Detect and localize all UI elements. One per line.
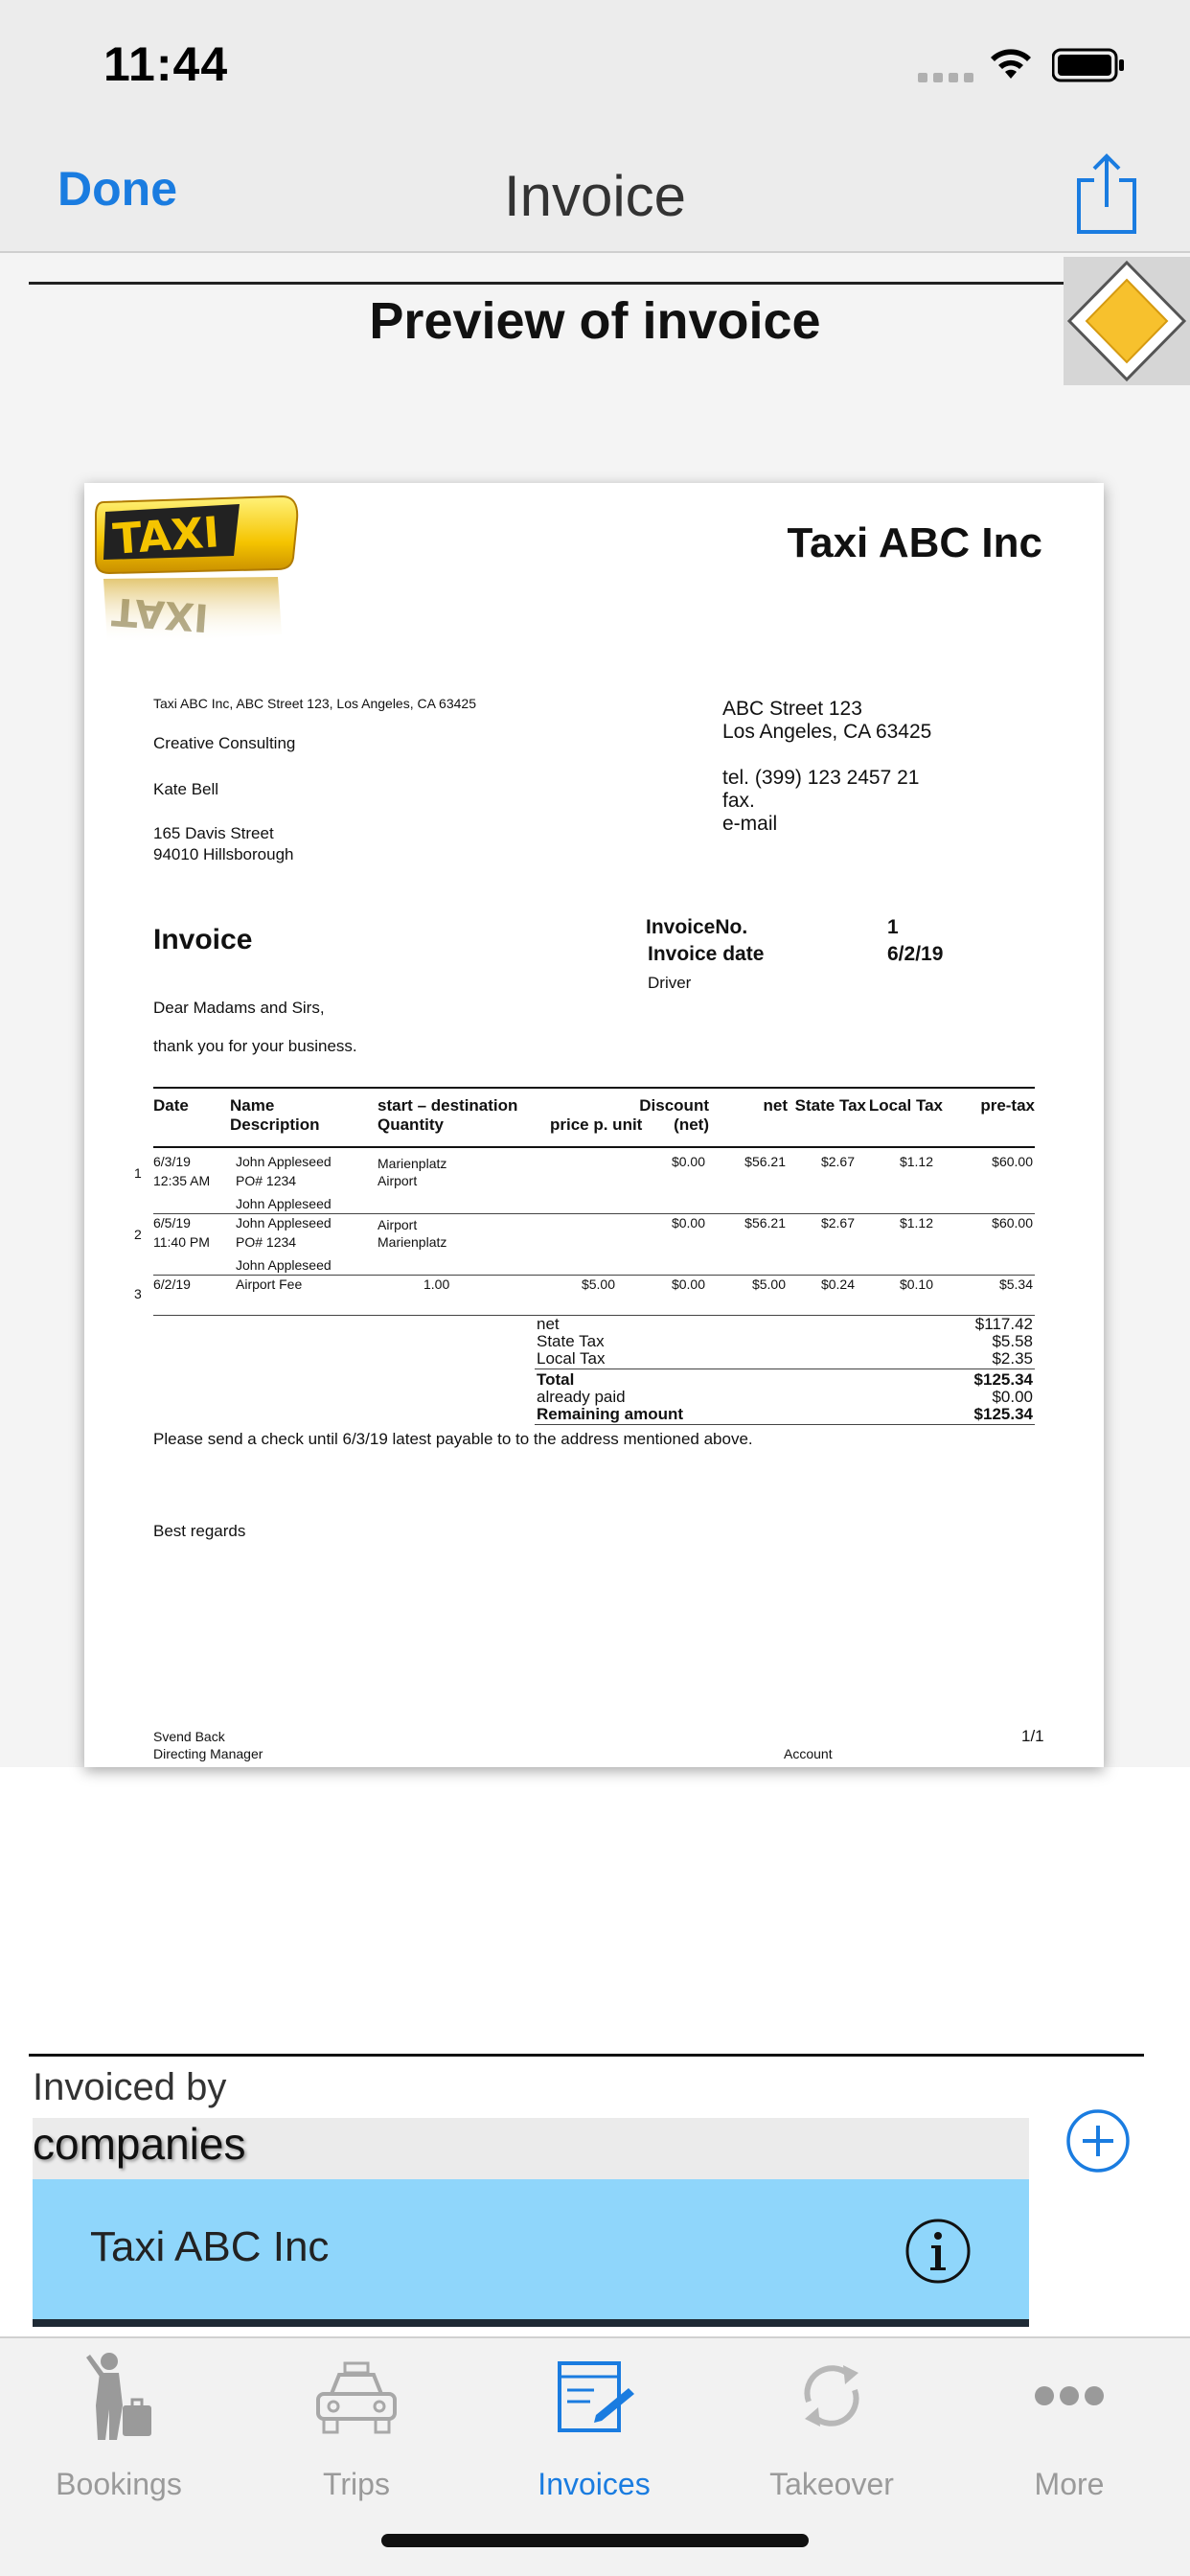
- account-label: Account: [784, 1746, 833, 1761]
- regards-text: Best regards: [153, 1522, 246, 1540]
- companies-header: [33, 2118, 1029, 2179]
- tab-label: More: [1034, 2467, 1105, 2501]
- company-phone: tel. (399) 123 2457 21: [722, 767, 920, 789]
- signer-title: Directing Manager: [153, 1746, 263, 1761]
- col-start-destination: start – destination: [378, 1096, 518, 1115]
- col-net: net: [763, 1096, 788, 1115]
- invoiced-by-label: Invoiced by: [33, 2066, 227, 2108]
- page-counter: 1/1: [1021, 1727, 1044, 1745]
- tab-label: Takeover: [769, 2467, 894, 2501]
- recipient-city: 94010 Hillsborough: [153, 845, 294, 863]
- logo-text: TAXI: [111, 508, 221, 564]
- taxi-logo: [90, 491, 301, 654]
- navigation-bar: [0, 134, 1190, 253]
- tab-label: Invoices: [538, 2467, 651, 2501]
- invoice-document-icon: [548, 2348, 640, 2444]
- recipient-company: Creative Consulting: [153, 734, 296, 752]
- invoice-no: 1: [887, 916, 899, 938]
- invoice-date: 6/2/19: [887, 943, 944, 965]
- tab-more[interactable]: [950, 2348, 1188, 2501]
- invoice-heading: Invoice: [153, 924, 253, 955]
- svg-text:TAXI: TAXI: [110, 588, 211, 640]
- wifi-icon: [987, 44, 1035, 80]
- table-top-rule: [153, 1087, 1035, 1089]
- more-dots-icon: [1023, 2348, 1115, 2444]
- priority-sign-button[interactable]: [1064, 257, 1190, 385]
- company-fax: fax.: [722, 790, 755, 812]
- invoice-page: TAXI TAXI Taxi ABC Inc Taxi ABC Inc, ABC Street 123, Los Angeles, CA 63425 Creative Consulting Kate Bell 165 Davis Street 94010 Hillsborough ABC Street 123 Los Angeles, CA 63425 tel. (399) 123 2457 21 fax. e-mail Invoice InvoiceNo. 1 Invoice date 6/2/19 Driver Dear Madams and Sirs, thank you for your business. Date Name Description start – destination Quantity price p. unit Discount (net) net State Tax Local Tax pre-tax 1 6/3/19 12:35 AM John Appleseed PO# 1234 John Appleseed Marienplatz Airport $0.00 $56.21 $2.67 $1.12 $60.00 2 6/5/19 11:40 PM John Appleseed PO# 1234 John Appleseed Airport Marienplatz $0.00 $56.21 $2.67 $1.12 $60.00 3 6/2/19 Airport Fee 1.00 $5.00 $0.00 $5.00 $0.24 $0.10 $5.34 net $117.42 State Tax $5.58 Local Tax $2.35 Total $125.34 already paid $0.00 Remaining amount $125.34 Please send a check until 6/3/19 latest payable to to the address mentioned above. Best regards Svend Back Directing Manager Account 1/1: [84, 483, 1104, 1767]
- col-discount-net: (net): [674, 1116, 709, 1134]
- companies-section-title: companies: [33, 2119, 246, 2169]
- col-name: Name: [230, 1096, 275, 1115]
- list-item[interactable]: [33, 2179, 1029, 2327]
- col-discount: Discount: [639, 1096, 709, 1115]
- greeting: Dear Madams and Sirs,: [153, 999, 325, 1017]
- company-street: ABC Street 123: [722, 698, 862, 720]
- tab-label: Bookings: [56, 2467, 182, 2501]
- bookings-person-icon: [80, 2348, 157, 2444]
- col-price-unit: price p. unit: [550, 1116, 643, 1134]
- cellular-signal-icon: [918, 71, 973, 84]
- recipient-street: 165 Davis Street: [153, 824, 274, 842]
- home-indicator[interactable]: [381, 2534, 809, 2547]
- tab-trips[interactable]: [238, 2348, 475, 2501]
- tab-label: Trips: [323, 2467, 390, 2501]
- taxi-car-icon: [310, 2348, 402, 2444]
- invoice-no-label: InvoiceNo.: [646, 916, 748, 938]
- driver-label: Driver: [648, 974, 692, 992]
- row-divider: [153, 1275, 1035, 1276]
- divider: [29, 2054, 1144, 2057]
- add-company-button[interactable]: [1065, 2108, 1131, 2174]
- share-icon[interactable]: [1073, 151, 1140, 236]
- company-row-label: Taxi ABC Inc: [90, 2223, 330, 2270]
- recipient-name: Kate Bell: [153, 780, 219, 798]
- invoice-date-label: Invoice date: [648, 943, 765, 965]
- tab-bookings[interactable]: [0, 2348, 238, 2501]
- col-state-tax: State Tax: [794, 1096, 866, 1115]
- tab-invoices[interactable]: [475, 2348, 713, 2501]
- company-email: e-mail: [722, 813, 778, 835]
- status-time: 11:44: [103, 37, 229, 91]
- info-icon[interactable]: [904, 2218, 972, 2285]
- divider: [29, 282, 1064, 285]
- done-button[interactable]: Done: [57, 162, 177, 216]
- row-divider: [153, 1213, 1035, 1214]
- invoice-preview-area[interactable]: [0, 253, 1190, 1767]
- company-name: Taxi ABC Inc: [787, 519, 1042, 566]
- table-header-rule: [153, 1146, 1035, 1148]
- refresh-arrows-icon: [786, 2348, 878, 2444]
- company-city: Los Angeles, CA 63425: [722, 721, 932, 743]
- col-date: Date: [153, 1096, 189, 1115]
- page-title: Invoice: [503, 164, 687, 228]
- col-local-tax: Local Tax: [868, 1096, 943, 1115]
- preview-title: Preview of invoice: [369, 292, 821, 350]
- thanks-text: thank you for your business.: [153, 1037, 357, 1055]
- payment-note: Please send a check until 6/3/19 latest payable to to the address mentioned above.: [153, 1430, 753, 1448]
- col-quantity: Quantity: [378, 1116, 444, 1134]
- battery-icon: [1052, 48, 1125, 82]
- tab-takeover[interactable]: [713, 2348, 950, 2501]
- priority-road-sign-icon: [1064, 257, 1190, 385]
- status-bar: [0, 0, 1190, 134]
- col-pretax: pre-tax: [980, 1096, 1035, 1115]
- sender-line: Taxi ABC Inc, ABC Street 123, Los Angeles, CA 63425: [153, 696, 476, 711]
- signer-name: Svend Back: [153, 1729, 225, 1744]
- col-description: Description: [230, 1116, 320, 1134]
